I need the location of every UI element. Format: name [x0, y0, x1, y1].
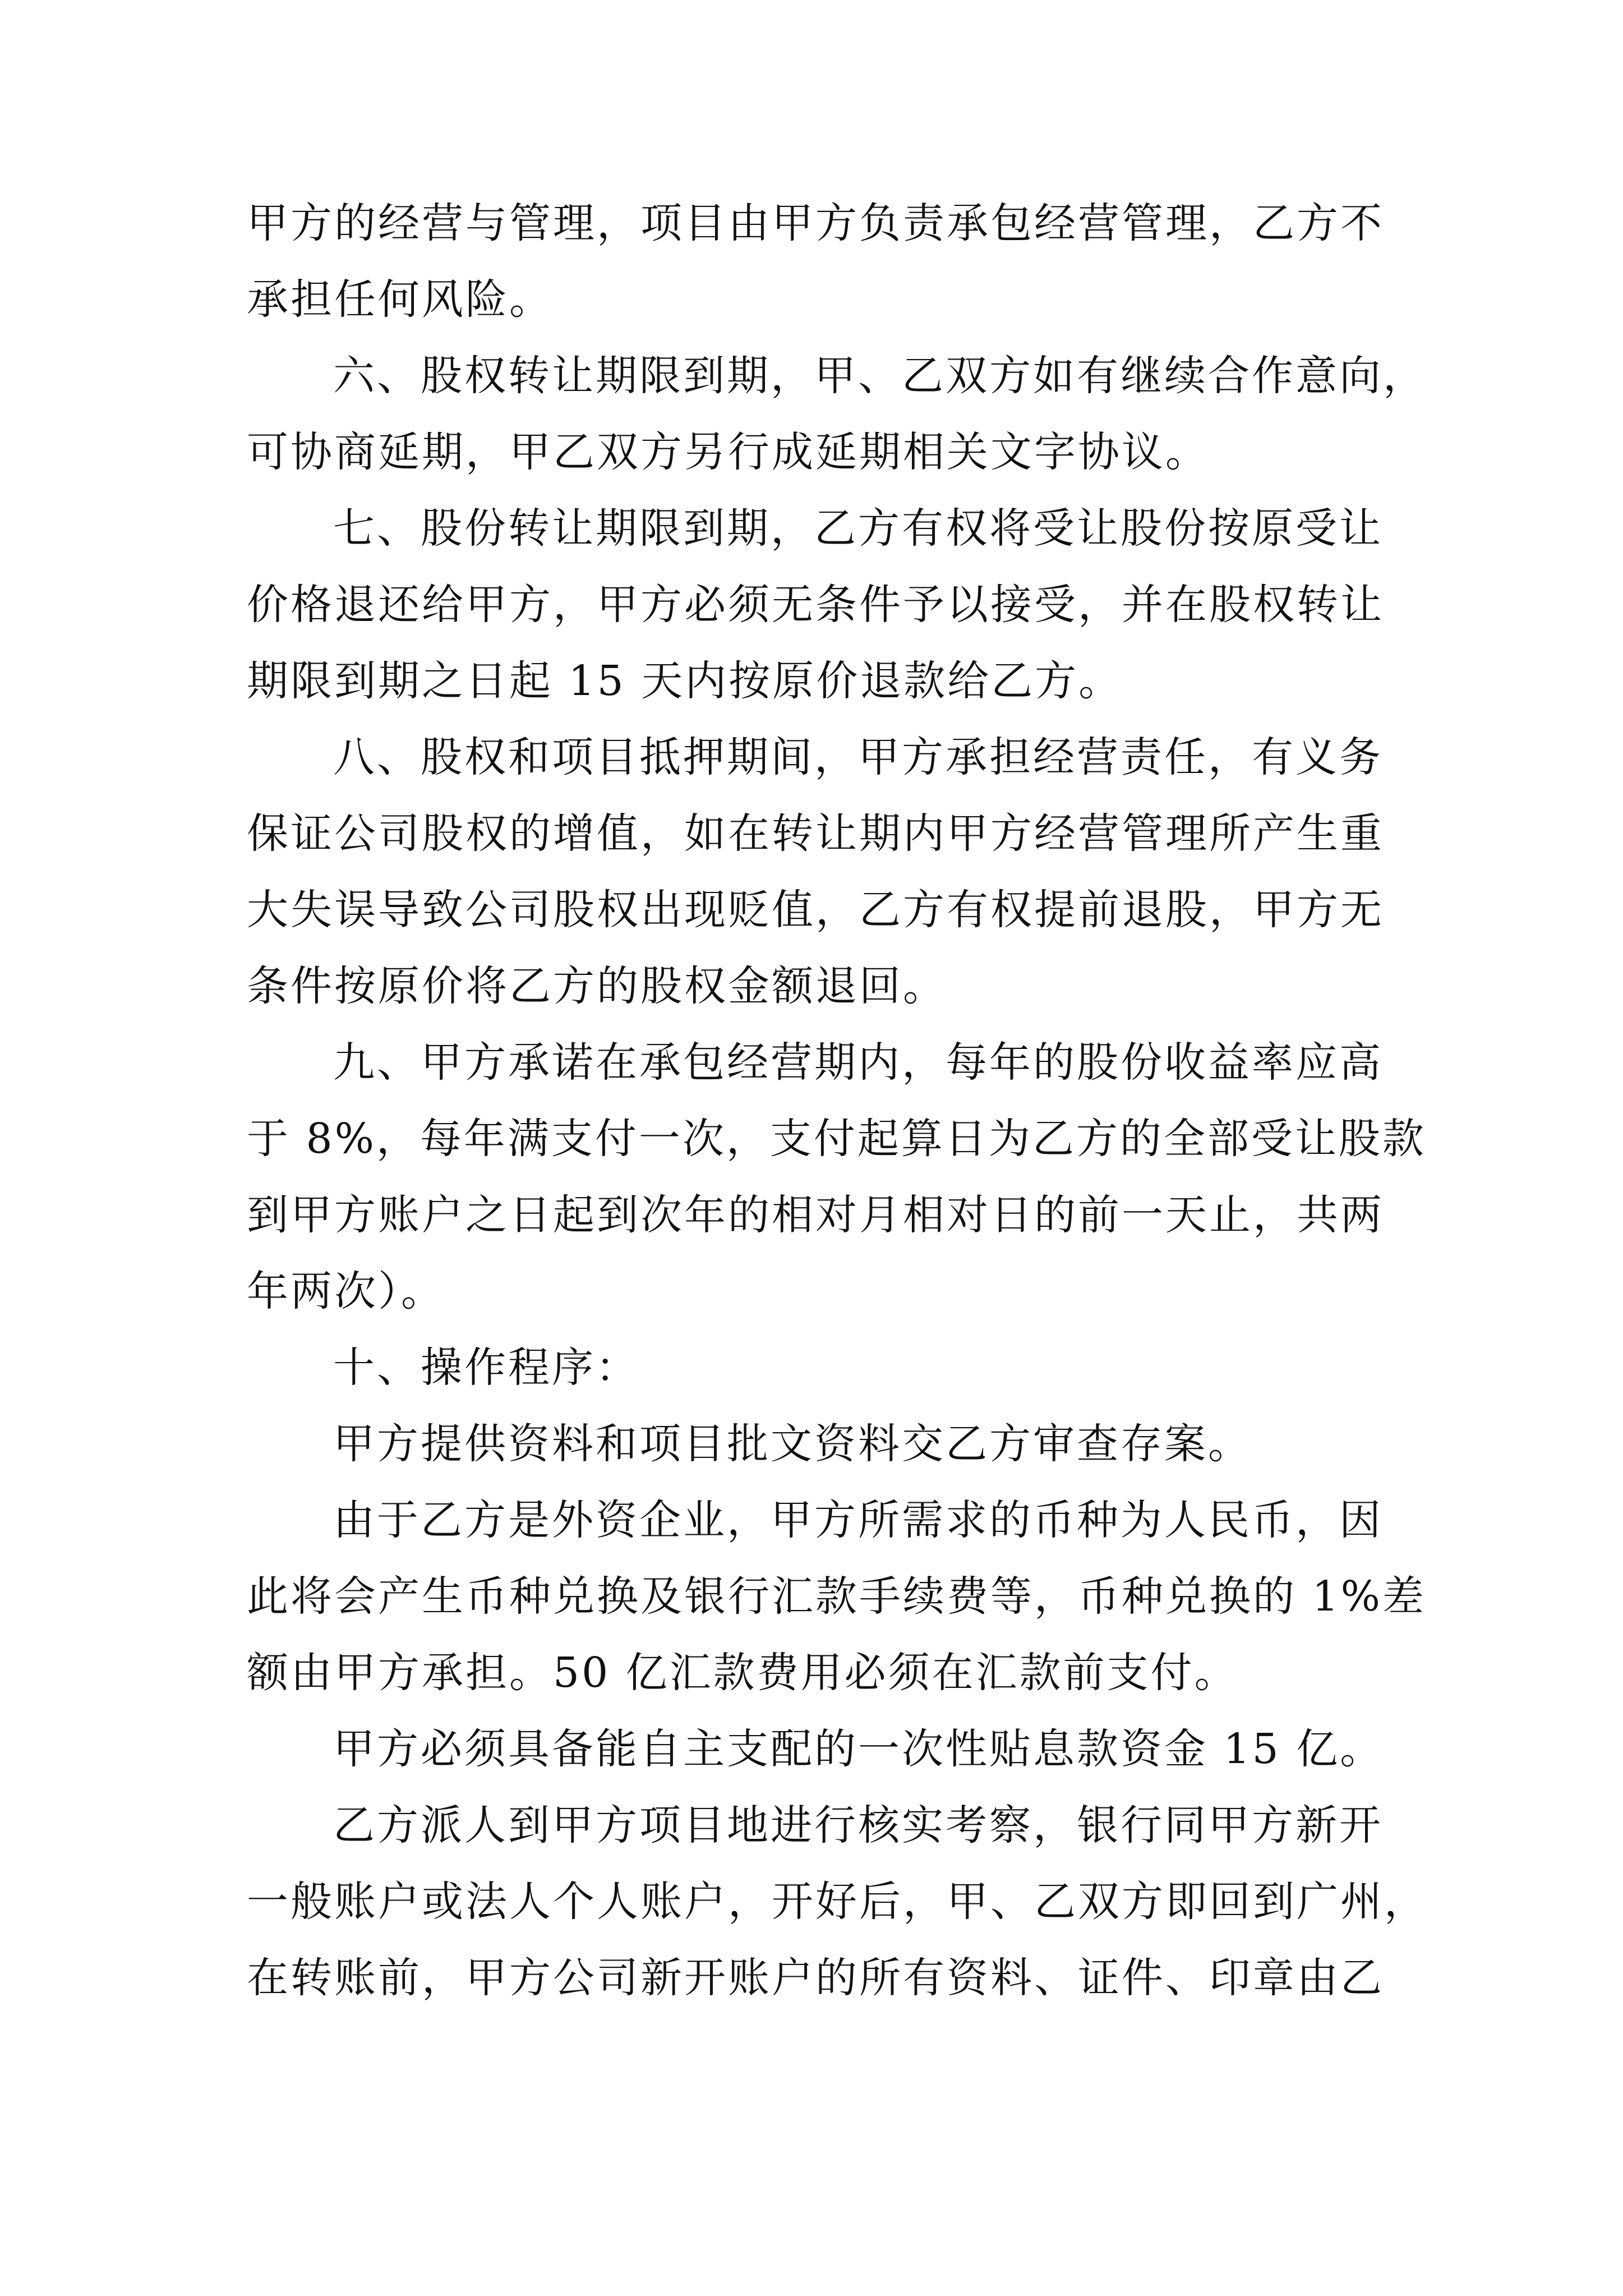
- text-line: 承担任何风险。: [247, 275, 553, 324]
- procedure-paragraph-line: 乙方派人到甲方项目地进行核实考察，银行同甲方新开: [333, 1801, 1383, 1849]
- text-line: 期限到期之日起 15 天内按原价退款给乙方。: [247, 657, 1123, 705]
- clause-seven-line: 七、股份转让期限到期，乙方有权将受让股份按原受让: [333, 504, 1383, 553]
- text-line: 一般账户或法人个人账户，开好后，甲、乙双方即回到广州，: [247, 1878, 1428, 1926]
- clause-eight-line: 八、股权和项目抵押期间，甲方承担经营责任，有义务: [333, 733, 1383, 781]
- text-line: 此将会产生币种兑换及银行汇款手续费等，币种兑换的 1%差: [247, 1572, 1426, 1621]
- text-line: 年两次）。: [247, 1267, 445, 1315]
- text-line: 条件按原价将乙方的股权金额退回。: [247, 962, 947, 1010]
- procedure-paragraph-line: 甲方必须具备能自主支配的一次性贴息款资金 15 亿。: [333, 1725, 1384, 1773]
- text-line: 在转账前，甲方公司新开账户的所有资料、证件、印章由乙: [247, 1954, 1384, 2002]
- text-line: 可协商延期，甲乙双方另行成延期相关文字协议。: [247, 428, 1209, 476]
- text-line: 额由甲方承担。50 亿汇款费用必须在汇款前支付。: [247, 1649, 1238, 1697]
- clause-six-line: 六、股权转让期限到期，甲、乙双方如有继续合作意向，: [333, 352, 1427, 400]
- procedure-paragraph-line: 由于乙方是外资企业，甲方所需求的币种为人民币，因: [333, 1496, 1383, 1544]
- text-line: 价格退还给甲方，甲方必须无条件予以接受，并在股权转让: [247, 581, 1384, 629]
- clause-ten-heading: 十、操作程序：: [333, 1343, 639, 1392]
- text-line: 甲方的经营与管理，项目由甲方负责承包经营管理，乙方不: [247, 199, 1384, 247]
- text-line: 大失误导致公司股权出现贬值，乙方有权提前退股，甲方无: [247, 886, 1384, 934]
- text-line: 于 8%，每年满支付一次，支付起算日为乙方的全部受让股款: [247, 1115, 1426, 1163]
- document-body: [247, 185, 1428, 2016]
- procedure-paragraph-line: 甲方提供资料和项目批文资料交乙方审查存案。: [333, 1420, 1252, 1468]
- text-line: 保证公司股权的增值，如在转让期内甲方经营管理所产生重: [247, 809, 1384, 858]
- clause-nine-line: 九、甲方承诺在承包经营期内，每年的股份收益率应高: [333, 1038, 1383, 1087]
- text-line: 到甲方账户之日起到次年的相对月相对日的前一天止，共两: [247, 1191, 1384, 1239]
